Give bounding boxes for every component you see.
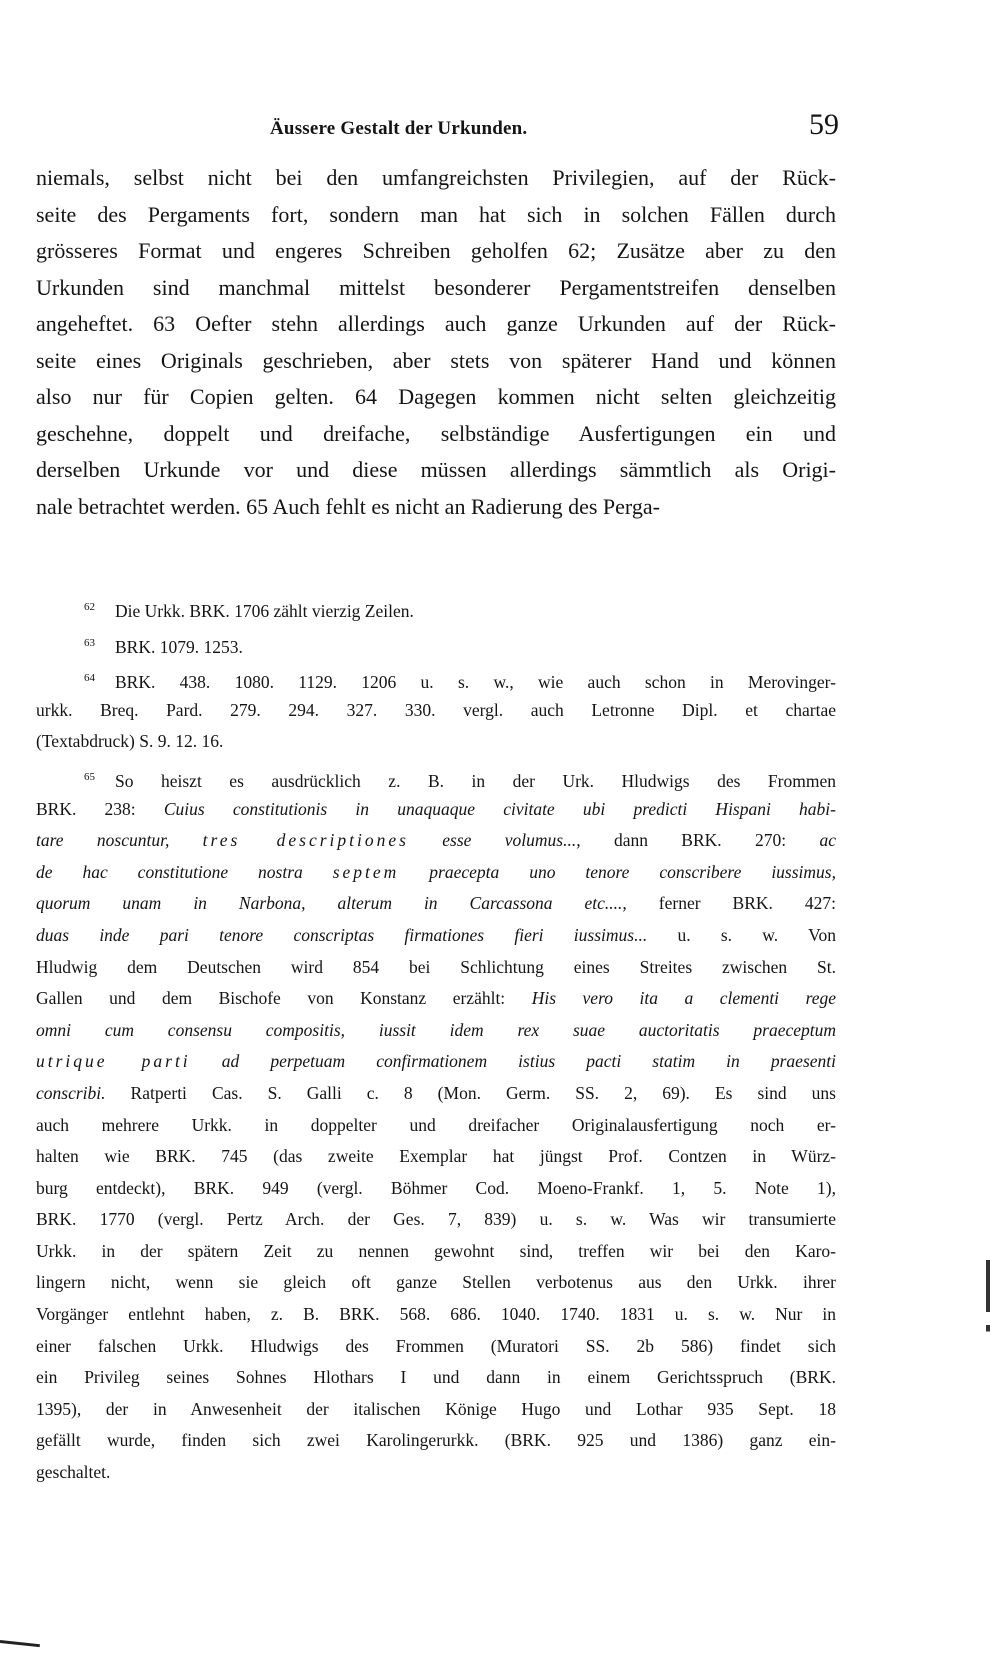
footnote-line xyxy=(36,1015,836,1047)
footnote-63 xyxy=(36,628,836,660)
text-line: seite eines Originals geschrieben, aber stets von späterer Hand und können xyxy=(36,347,836,373)
footnote-line xyxy=(36,825,836,857)
text-line: Urkunden sind manchmal mittelst besonderer Pergamentstreifen denselben xyxy=(36,274,836,300)
scan-corner-mark xyxy=(0,1640,40,1647)
footnote-line: 1395), der in Anwesenheit der italischen Könige Hugo und Lothar 935 Sept. 18 xyxy=(36,1398,836,1419)
latin-quote: ac xyxy=(819,830,836,851)
latin-emphasis: tres descriptiones xyxy=(202,830,409,851)
latin-quote: esse volumus..., xyxy=(408,830,581,851)
footnote-line xyxy=(36,857,836,889)
footnote-65 xyxy=(36,762,836,1489)
latin-quote: quorum unam in Narbona, alterum in Carcassona etc...., xyxy=(36,893,627,914)
latin-emphasis: septem xyxy=(332,861,400,882)
running-title: Äussere Gestalt der Urkunden. xyxy=(270,118,528,139)
footnote-line xyxy=(36,592,836,624)
text-line: seite des Pergaments fort, sondern man hat sich in solchen Fällen durch xyxy=(36,201,836,227)
footnote-line: burg entdeckt), BRK. 949 (vergl. Böhmer Cod. Moeno-Frankf. 1, 5. Note 1), xyxy=(36,1177,836,1198)
footnote-line xyxy=(36,794,836,826)
footnote-line xyxy=(36,888,836,920)
page-header xyxy=(270,108,839,152)
footnote-text: BRK. 238: xyxy=(36,798,164,819)
footnote-text: BRK. 438. 1080. 1129. 1206 u. s. w., wie auch schon in Merovinger- xyxy=(115,672,836,693)
footnote-text: u. s. w. Von xyxy=(647,924,836,945)
footnote-line xyxy=(36,628,836,660)
footnote-62 xyxy=(36,592,836,624)
footnote-line xyxy=(36,1046,836,1078)
latin-quote: de hac constitutione nostra xyxy=(36,861,333,882)
footnote-text: Ratperti Cas. S. Galli c. 8 (Mon. Germ. SS. 2, 69). Es sind uns xyxy=(105,1082,836,1103)
footnote-text: So heiszt es ausdrücklich z. B. in der Urk. Hludwigs des Frommen xyxy=(115,770,836,791)
footnote-line: BRK. 1770 (vergl. Pertz Arch. der Ges. 7, 839) u. s. w. Was wir transumierte xyxy=(36,1209,836,1230)
footnote-line xyxy=(36,1078,836,1110)
footnote-line xyxy=(36,983,836,1015)
footnote-line xyxy=(36,762,836,794)
footnote-line xyxy=(36,920,836,952)
text-line: geschehne, doppelt und dreifache, selbständige Ausfertigungen ein und xyxy=(36,420,836,446)
latin-quote: Cuius constitutionis in unaquaque civitate ubi predicti Hispani habi- xyxy=(163,798,836,819)
footnote-line: ein Privileg seines Sohnes Hlothars I und dann in einem Gerichtsspruch (BRK. xyxy=(36,1367,836,1388)
footnote-mark: 63 xyxy=(84,636,95,649)
latin-quote: duas inde pari tenore conscriptas firmationes fieri iussimus... xyxy=(36,924,648,945)
footnote-line: Vorgänger entlehnt haben, z. B. BRK. 568. 686. 1040. 1740. 1831 u. s. w. Nur in xyxy=(36,1304,836,1325)
latin-quote: tare noscuntur, xyxy=(36,830,203,851)
footnote-line: Hludwig dem Deutschen wird 854 bei Schlichtung eines Streites zwischen St. xyxy=(36,956,836,977)
text-line: niemals, selbst nicht bei den umfangreichsten Privilegien, auf der Rück- xyxy=(36,165,836,190)
footnote-line: urkk. Breq. Pard. 279. 294. 327. 330. vergl. auch Letronne Dipl. et chartae xyxy=(36,699,836,720)
latin-quote: ad perpetuam confirmationem istius pacti statim in praesenti xyxy=(190,1051,836,1072)
footnote-line: Urkk. in der spätern Zeit zu nennen gewohnt sind, treffen wir bei den Karo- xyxy=(36,1240,836,1261)
latin-quote: His vero ita a clementi rege xyxy=(531,988,837,1009)
footnote-text: ferner BRK. 427: xyxy=(626,893,836,914)
latin-quote: praecepta uno tenore conscribere iussimus, xyxy=(399,861,836,882)
main-text xyxy=(36,160,836,525)
footnote-line: auch mehrere Urkk. in doppelter und dreifacher Originalausfertigung noch er- xyxy=(36,1114,836,1135)
latin-emphasis: utrique parti xyxy=(36,1051,191,1072)
footnote-line xyxy=(36,663,836,695)
footnote-line: geschaltet. xyxy=(36,1462,111,1483)
footnote-line: gefällt wurde, finden sich zwei Karolingerurkk. (BRK. 925 und 1386) ganz ein- xyxy=(36,1430,836,1451)
text-line: nale betrachtet werden. 65 Auch fehlt es nicht an Radierung des Perga- xyxy=(36,493,660,519)
footnote-line: einer falschen Urkk. Hludwigs des Frommen (Muratori SS. 2b 586) findet sich xyxy=(36,1335,836,1356)
footnote-text: dann BRK. 270: xyxy=(580,830,820,851)
footnote-text: Gallen und dem Bischofe von Konstanz erzählt: xyxy=(36,988,532,1009)
footnote-line: lingern nicht, wenn sie gleich oft ganze Stellen verbotenus aus den Urkk. ihrer xyxy=(36,1272,836,1293)
footnote-text: BRK. 1079. 1253. xyxy=(115,636,243,657)
latin-quote: conscribi. xyxy=(36,1082,106,1103)
text-line: grösseres Format und engeres Schreiben geholfen 62; Zusätze aber zu den xyxy=(36,238,836,263)
scan-edge-mark xyxy=(986,1260,990,1390)
text-line: angeheftet. 63 Oefter stehn allerdings auch ganze Urkunden auf der Rück- xyxy=(36,311,836,336)
footnote-text: Die Urkk. BRK. 1706 zählt vierzig Zeilen. xyxy=(115,600,414,621)
footnote-64 xyxy=(36,663,836,758)
footnote-line: (Textabdruck) S. 9. 12. 16. xyxy=(36,731,224,752)
latin-quote: omni cum consensu compositis, iussit idem rex suae auctoritatis praeceptum xyxy=(36,1019,836,1040)
footnote-mark: 65 xyxy=(84,770,95,783)
footnote-mark: 62 xyxy=(84,601,95,613)
text-line: derselben Urkunde vor und diese müssen allerdings sämmtlich als Origi- xyxy=(36,457,836,482)
footnotes xyxy=(36,592,836,1493)
text-line: also nur für Copien gelten. 64 Dagegen kommen nicht selten gleichzeitig xyxy=(36,384,836,409)
page-number: 59 xyxy=(809,108,839,141)
footnote-mark: 64 xyxy=(84,672,95,685)
footnote-line: halten wie BRK. 745 (das zweite Exemplar hat jüngst Prof. Contzen in Würz- xyxy=(36,1146,836,1167)
